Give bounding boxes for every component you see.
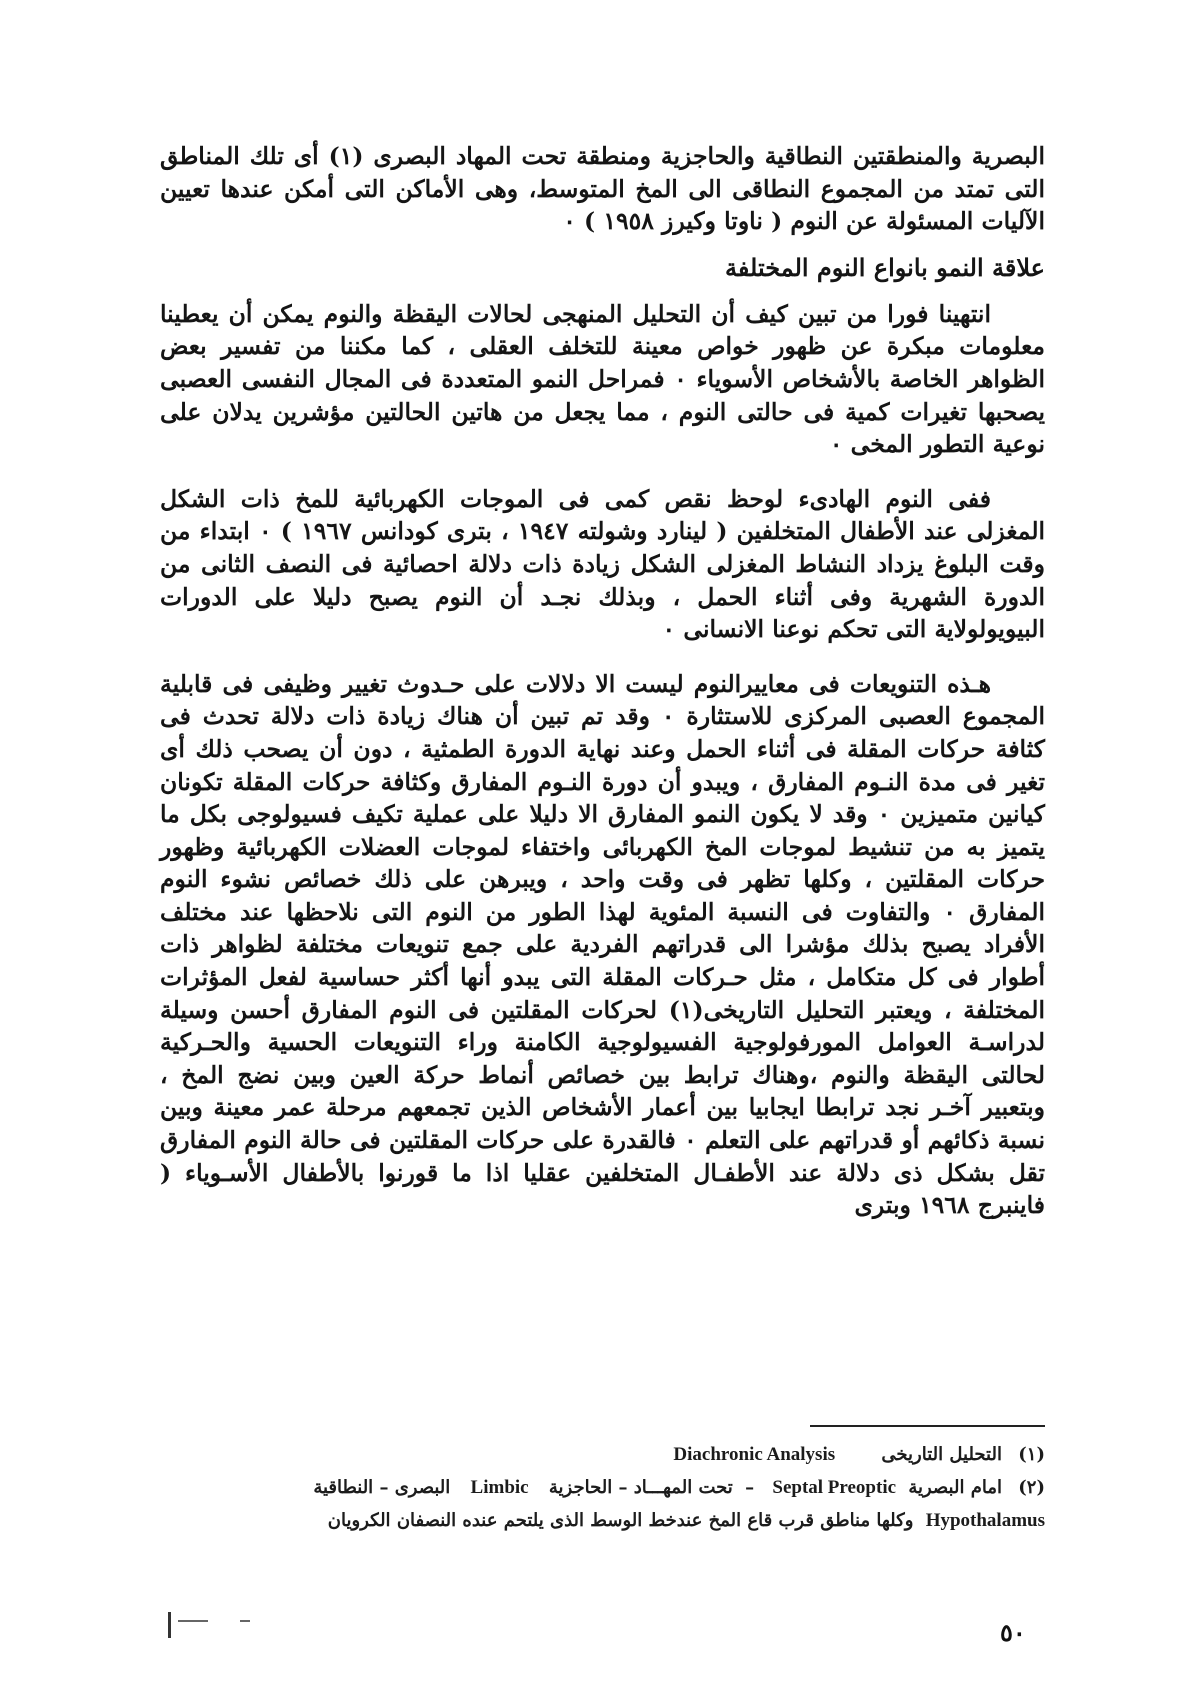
body-text (160, 140, 1045, 1244)
section-heading: علاقة النمو بانواع النوم المختلفة (725, 252, 1045, 282)
footnote-2-line2-latin: Hypothalamus (925, 1510, 1045, 1531)
footnote-2 (160, 1471, 1045, 1504)
footnote-2-part4-arabic: البصرى – النطاقية (313, 1477, 451, 1498)
footnote-1-arabic: التحليل التاريخى (881, 1444, 1002, 1465)
paragraph-3: هـذه التنويعات فى معاييرالنوم ليست الا دلالات على حـدوث تغيير وظيفى فى قابلية المجموع العصبى المركزى للاستثارة ٠ وقد تم تبين أن هناك زيادة ذات دلالة تحدث فى كثافة حركات المقلة فى أثناء الحمل وعند نهاية الدورة الطمثية ، دون أن يصحب ذلك أى تغير فى مدة النـوم المفارق ، ويبدو أن دورة النـوم المفارق وكثافة حركات المقلة تكونان كيانين متميزين ٠ وقد لا يكون النمو المفارق الا دليلا على عملية تكيف فسيولوجى بكل ما يتميز به من تنشيط لموجات المخ الكهربائى واختفاء لموجات العضلات الكهربائية وظهور حركات المقلتين ، وكلها تظهر فى وقت واحد ، ويبرهن على ذلك خصائص نشوء النوم المفارق ٠ والتفاوت فى النسبة المئوية لهذا الطور من النوم التى نلاحظها عند مختلف الأفراد يصبح بذلك مؤشرا الى قدراتهم الفردية على جمع تنويعات مختلفة لظواهر ذات أطوار فى كل متكامل ، مثل حـركات المقلة التى يبدو أنها أكثر حساسية لفعل المؤثرات المختلفة ، ويعتبر التحليل التاريخى(١) لحركات المقلتين فى النوم المفارق أحسن وسيلة لدراسـة العوامل المورفولوجية الفسيولوجية الكامنة وراء التنويعات الحسية والحـركية لحالتى اليقظة والنوم ،وهناك ترابط بين خصائص أنماط حركة العين وبين نضج المخ ، وبتعبير آخـر نجد ترابطا ايجابيا بين أعمار الأشخاص الذين تجمعهم مرحلة عمر معينة وبين نسبة ذكائهم أو قدراتهم على التعلم ٠ فالقدرة على حركات المقلتين فى حالة النوم المفارق تقل بشكل ذى دلالة عند الأطفـال المتخلفين عقليا اذا ما قورنوا بالأطفال الأسـوياء ( فاينبرج ١٩٦٨ وبترى (160, 669, 1046, 1220)
footnote-2-line2-arabic: وكلها مناطق قرب قاع المخ عندخط الوسط الذى يلتحم عنده النصفان الكرويان (327, 1510, 914, 1531)
footnote-divider (810, 1425, 1045, 1427)
footnote-2-part1-arabic: امام البصرية (908, 1477, 1002, 1498)
margin-dash (178, 1620, 208, 1622)
footnote-1 (160, 1438, 1045, 1471)
paragraph-1: انتهينا فورا من تبين كيف أن التحليل المنهجى لحالات اليقظة والنوم يمكن أن يعطينا معلومات مبكرة عن ظهور خواص معينة للتخلف العقلى ، كما مكننا من تفسير بعض الظواهر الخاصة بالأشخاص الأسوياء ٠ فمراحل النمو المتعددة فى المجال النفسى العصبى يصحبها تغيرات كمية فى حالتى النوم ، مما يجعل من هاتين الحالتين مؤشرين يدلان على نوعية التطور المخى ٠ (160, 299, 1045, 459)
paragraph-continued: البصرية والمنطقتين النطاقية والحاجزية ومنطقة تحت المهاد البصرى (١) أى تلك المناطق التى تمتد من المجموع النطاقى الى المخ المتوسط، وهى الأماكن التى أمكن عندها تعيين الآليات المسئولة عن النوم ( ناوتا وكيرز ١٩٥٨ ) ٠ (160, 142, 1045, 236)
footnote-2-number: (٢) (1018, 1477, 1045, 1498)
footnote-2-part2-arabic: تحت المهـــاد – الحاجزية (548, 1477, 733, 1498)
footnote-2-part1-latin: Septal Preoptic (772, 1477, 897, 1498)
footnote-1-latin: Diachronic Analysis (673, 1444, 836, 1465)
footnotes (160, 1438, 1045, 1537)
footnote-2-dash: – (745, 1477, 755, 1498)
margin-dash (240, 1620, 250, 1622)
margin-mark (168, 1612, 171, 1638)
page-number: ٥٠ (1000, 1618, 1026, 1647)
footnote-1-number: (١) (1018, 1444, 1045, 1465)
footnote-2-continued (160, 1504, 1045, 1537)
footnote-2-part3-latin: Limbic (470, 1477, 529, 1498)
paragraph-2: ففى النوم الهادىء لوحظ نقص كمى فى الموجات الكهربائية للمخ ذات الشكل المغزلى عند الأطفال المتخلفين ( لينارد وشولته ١٩٤٧ ، بترى كودانس ١٩٦٧ ) ٠ ابتداء من وقت البلوغ يزداد النشاط المغزلى الشكل زيادة ذات دلالة احصائية فى النصف الثانى من الدورة الشهرية وفى أثناء الحمل ، وبذلك نجـد أن النوم يصبح دليلا على الدورات البيويولولاية التى تحكم نوعنا الانسانى ٠ (160, 484, 1046, 644)
